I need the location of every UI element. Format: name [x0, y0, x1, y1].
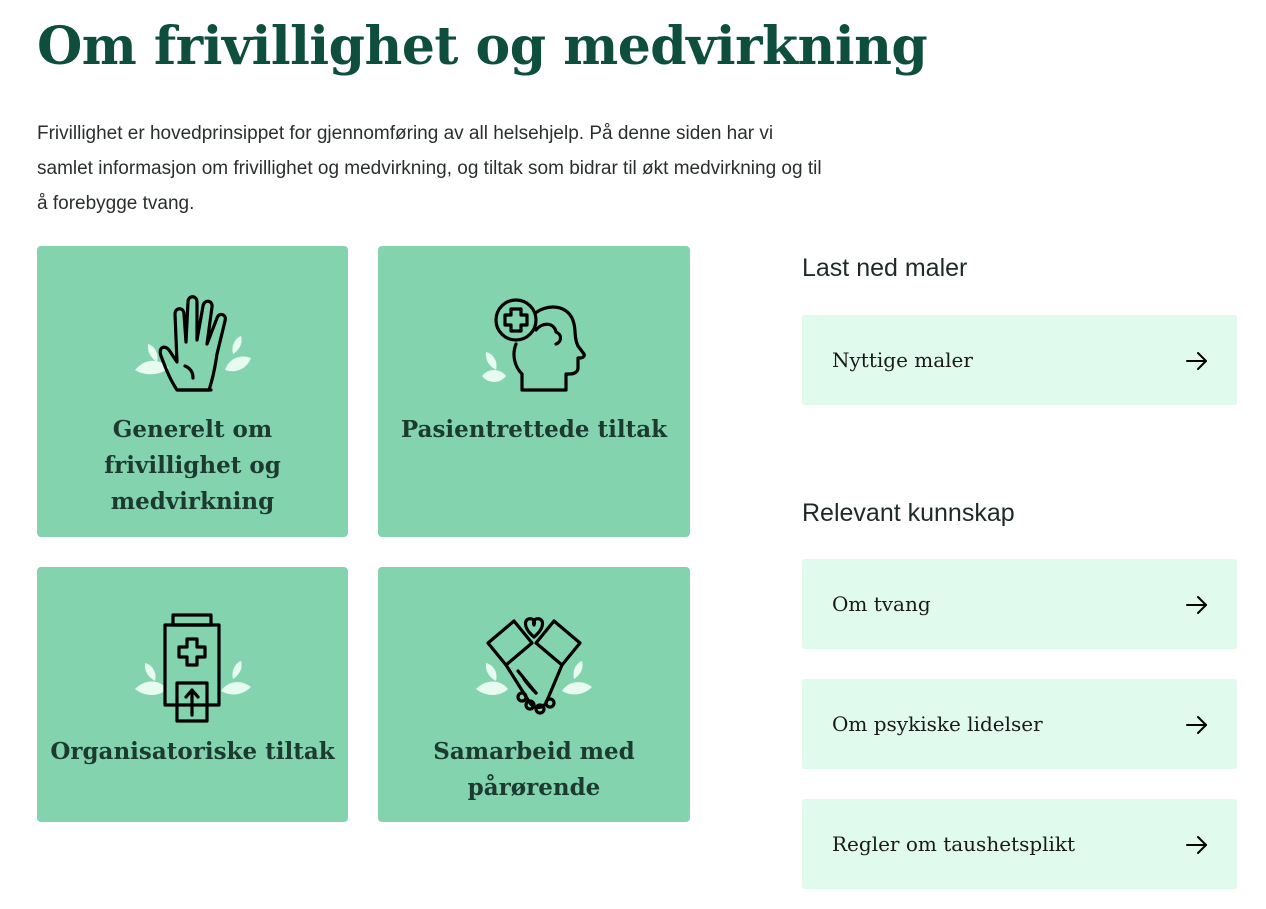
card-label: Pasientrettede tiltak [400, 416, 668, 443]
download-heading: Last ned maler [802, 254, 968, 282]
link-nyttige-maler[interactable] [802, 315, 1237, 405]
handshake-heart-icon [474, 613, 594, 723]
link-label: Om psykiske lidelser [832, 712, 1043, 736]
link-label: Regler om taushetsplikt [832, 832, 1076, 856]
link-regler-om-taushetsplikt[interactable] [802, 799, 1237, 889]
head-medical-cross-icon [474, 292, 594, 402]
link-om-tvang[interactable] [802, 559, 1237, 649]
knowledge-heading: Relevant kunnskap [802, 499, 1015, 527]
link-om-psykiske-lidelser[interactable] [802, 679, 1237, 769]
link-label: Nyttige maler [832, 348, 973, 372]
link-label: Om tvang [832, 592, 931, 616]
medical-document-upload-icon [133, 613, 253, 723]
arrow-right-icon [1185, 835, 1209, 855]
intro-text: Frivillighet er hovedprinsippet for gjennomføring av all helsehjelp. På denne siden har vi samlet informasjon om frivillighet og medvirkning, og tiltak som bidrar til økt medvirkning og til å forebygge tvang. [37, 123, 822, 214]
card-samarbeid[interactable] [378, 567, 690, 822]
card-label: Samarbeid med pårørende [433, 738, 635, 801]
arrow-right-icon [1185, 595, 1209, 615]
card-label: Generelt om frivillighet og medvirkning [104, 416, 281, 515]
page-title: Om frivillighet og medvirkning [37, 16, 928, 77]
arrow-right-icon [1185, 715, 1209, 735]
card-generelt[interactable] [37, 246, 348, 537]
card-organisatoriske[interactable] [37, 567, 348, 822]
raised-hand-icon [133, 292, 253, 402]
card-label: Organisatoriske tiltak [50, 738, 335, 765]
card-pasientrettede[interactable] [378, 246, 690, 537]
arrow-right-icon [1185, 351, 1209, 371]
